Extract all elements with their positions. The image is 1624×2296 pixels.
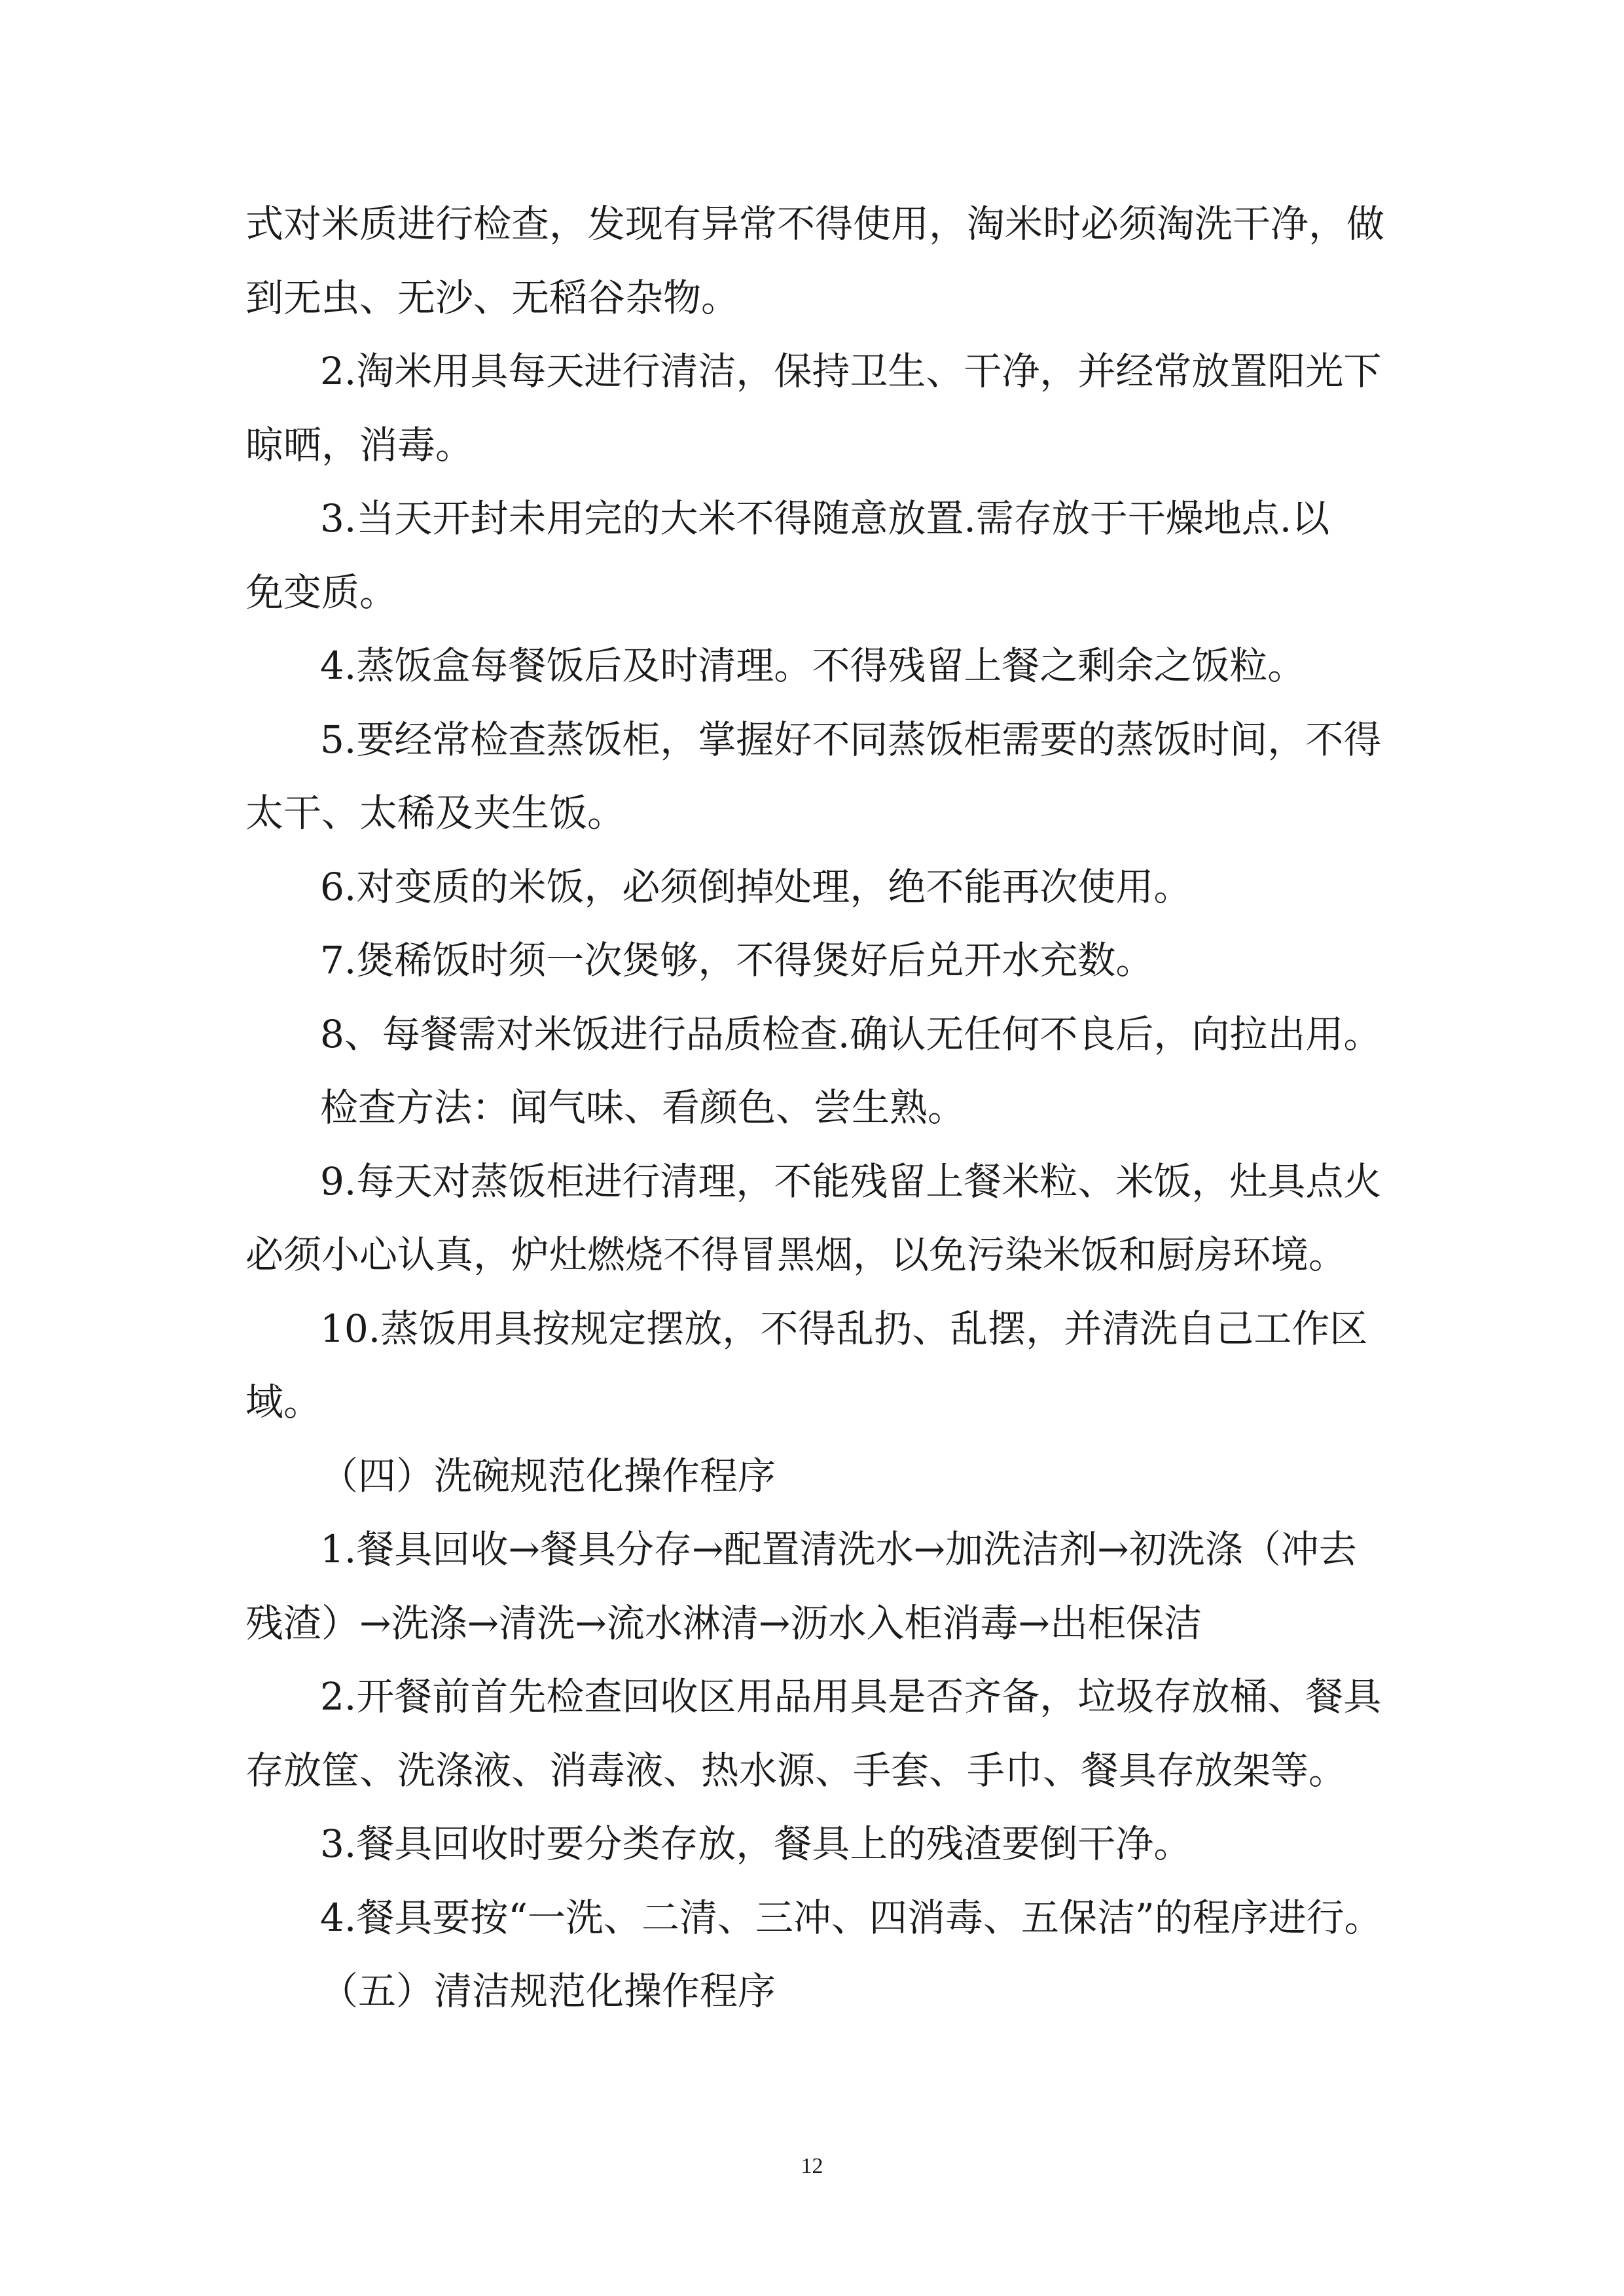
text-line: 2.开餐前首先检查回收区用品用具是否齐备，垃圾存放桶、餐具	[320, 1674, 1382, 1719]
text-line: 3.当天开封未用完的大米不得随意放置.需存放于干燥地点.以	[320, 496, 1330, 541]
text-line: 检查方法：闻气味、看颜色、尝生熟。	[320, 1085, 966, 1130]
text-line: 5.要经常检查蒸饭柜，掌握好不同蒸饭柜需要的蒸饭时间，不得	[320, 717, 1382, 762]
section-heading: （四）洗碗规范化操作程序	[320, 1454, 776, 1498]
page-number: 12	[801, 2154, 823, 2178]
text-line: 晾晒，消毒。	[245, 423, 474, 467]
section-heading: （五）清洁规范化操作程序	[320, 1969, 776, 2013]
text-line: 2.淘米用具每天进行清洁，保持卫生、干净，并经常放置阳光下	[320, 349, 1382, 393]
text-line: 必须小心认真，炉灶燃烧不得冒黑烟，以免污染米饭和厨房环境。	[245, 1232, 1347, 1277]
text-line: 免变质。	[245, 570, 398, 615]
text-line: 1.餐具回收→餐具分存→配置清洗水→加洗洁剂→初洗涤（冲去	[320, 1527, 1357, 1571]
text-line: 4.餐具要按“一洗、二清、三冲、四消毒、五保洁”的程序进行。	[320, 1895, 1382, 1940]
text-line: 10.蒸饭用具按规定摆放，不得乱扔、乱摆，并清洗自己工作区	[320, 1306, 1368, 1351]
text-line: 9.每天对蒸饭柜进行清理，不能残留上餐米粒、米饭，灶具点火	[320, 1159, 1382, 1204]
text-line: 式对米质进行检查，发现有异常不得使用，淘米时必须淘洗干净，做	[245, 202, 1385, 246]
text-line: 残渣）→洗涤→清洗→流水淋清→沥水入柜消毒→出柜保洁	[245, 1601, 1202, 1645]
text-line: 3.餐具回收时要分类存放，餐具上的残渣要倒干净。	[320, 1821, 1192, 1866]
text-line: 8、每餐需对米饭进行品质检查.确认无任何不良后，向拉出用。	[320, 1012, 1382, 1056]
text-line: 到无虫、无沙、无稻谷杂物。	[245, 276, 740, 320]
text-line: 域。	[245, 1380, 322, 1424]
text-line: 4.蒸饭盒每餐饭后及时清理。不得残留上餐之剩余之饭粒。	[320, 643, 1306, 688]
text-line: 7.煲稀饭时须一次煲够，不得煲好后兑开水充数。	[320, 938, 1154, 982]
text-line: 太干、太稀及夹生饭。	[245, 791, 626, 835]
text-line: 6.对变质的米饭，必须倒掉处理，绝不能再次使用。	[320, 865, 1192, 909]
text-line: 存放筐、洗涤液、消毒液、热水源、手套、手巾、餐具存放架等。	[245, 1748, 1347, 1793]
